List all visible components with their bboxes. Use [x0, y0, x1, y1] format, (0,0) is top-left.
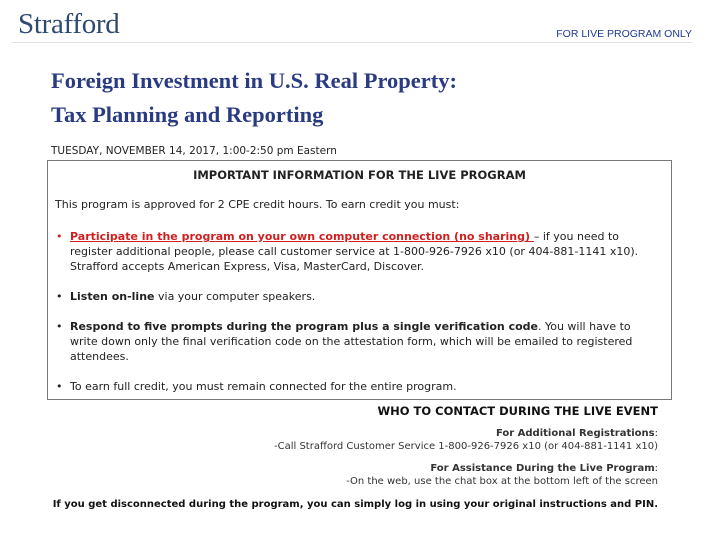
title-line-2: Tax Planning and Reporting [51, 102, 324, 127]
title-line-1: Foreign Investment in U.S. Real Property: [51, 68, 457, 93]
assistance-colon: : [654, 463, 658, 474]
important-info-box [47, 160, 672, 400]
contact-section [38, 405, 658, 511]
info-bullet-list [55, 229, 660, 409]
header-divider [12, 42, 692, 43]
participate-link[interactable]: Participate in the program on your own computer connection (no sharing) [70, 230, 534, 243]
bullet4-text: To earn full credit, you must remain connected for the entire program. [70, 380, 457, 393]
info-intro: This program is approved for 2 CPE credit hours. To earn credit you must: [55, 198, 460, 211]
registrations-heading [38, 427, 658, 440]
registrations-label: For Additional Registrations [495, 428, 655, 439]
bullet-icon: • [56, 230, 63, 243]
bullet2-text: via your computer speakers. [154, 290, 316, 303]
disconnect-note: If you get disconnected during the program, you can simply log in using your original instructions and PIN. [52, 499, 658, 510]
assistance-text: -On the web, use the chat box at the bottom left of the screen [346, 476, 658, 487]
assistance-label: For Assistance During the Live Program [430, 463, 655, 474]
bullet-icon: • [56, 320, 63, 333]
list-item [55, 379, 660, 394]
program-date: TUESDAY, NOVEMBER 14, 2017, 1:00-2:50 pm Eastern [51, 145, 337, 157]
registrations-text: -Call Strafford Customer Service 1-800-926-7926 x10 (or 404-881-1141 x10) [273, 441, 658, 452]
list-item [55, 319, 660, 364]
bullet3-text: . You will have to write down only the final verification code on the attestation form, which will be emailed to registered attendees. [70, 320, 633, 363]
bullet3-bold: Respond to five prompts during the program plus a single verification code [70, 320, 538, 333]
bullet1-text: – if you need to register additional people, please call customer service at 1-800-926-7926 x10 (or 404-881-1141 x10). Strafford accepts American Express, Visa, MasterCard, Discover. [70, 230, 639, 273]
registrations-colon: : [654, 428, 658, 439]
contact-title: WHO TO CONTACT DURING THE LIVE EVENT [377, 404, 658, 418]
info-box-title: IMPORTANT INFORMATION FOR THE LIVE PROGRAM [193, 168, 526, 182]
list-item [55, 289, 660, 304]
strafford-logo: Strafford [18, 8, 120, 40]
bullet-icon: • [56, 380, 63, 393]
live-program-only-label: FOR LIVE PROGRAM ONLY [556, 28, 692, 40]
page-title [51, 64, 457, 132]
bullet-icon: • [56, 290, 63, 303]
bullet2-bold: Listen on-line [70, 290, 155, 303]
list-item [55, 229, 660, 274]
assistance-heading [38, 462, 658, 475]
